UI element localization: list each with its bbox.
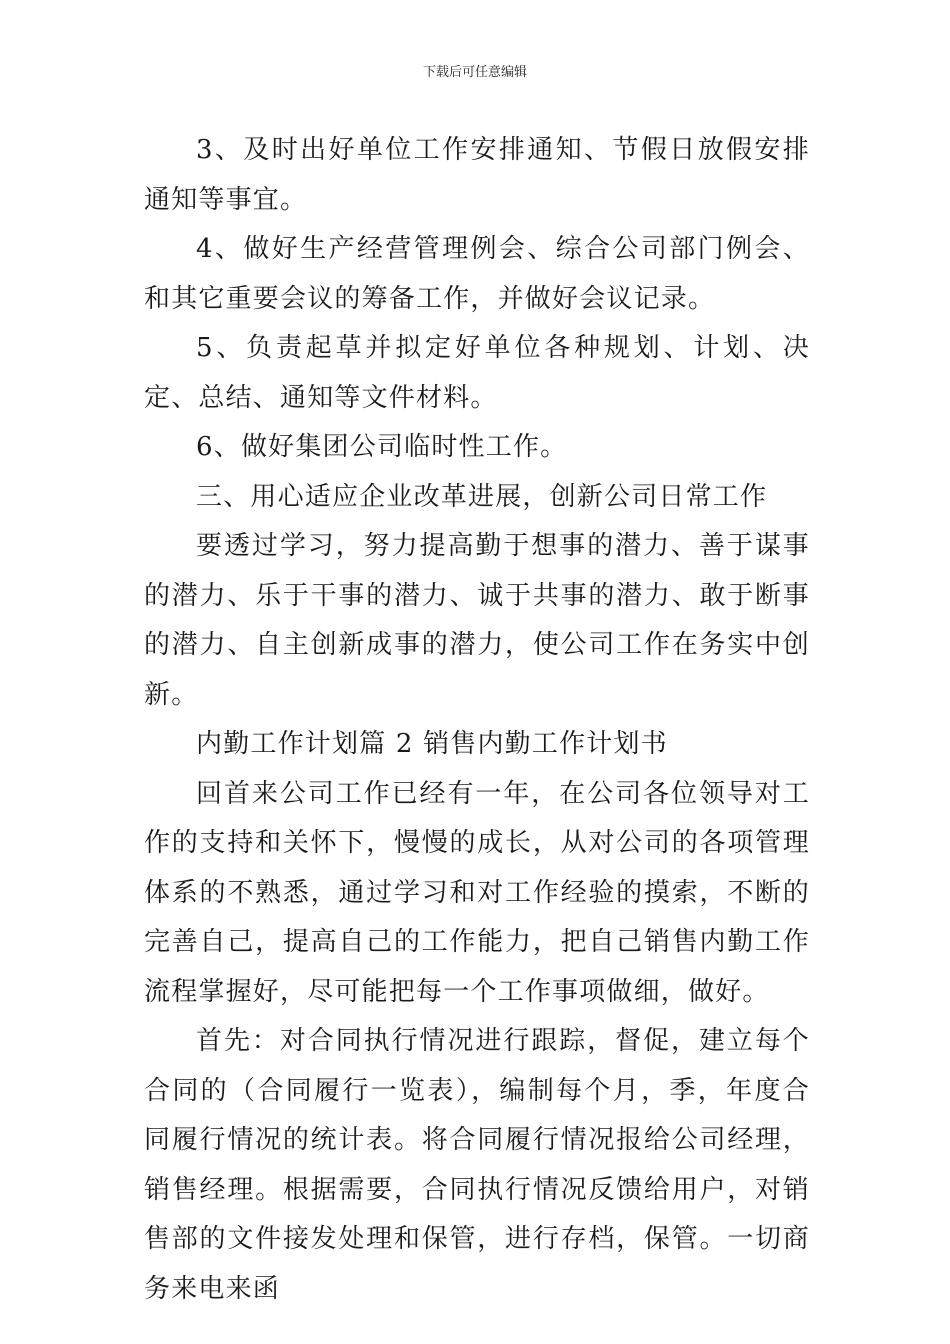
section-heading-three: 三、用心适应企业改革进展，创新公司日常工作 [196, 481, 768, 512]
article-title: 内勤工作计划篇 2 销售内勤工作计划书 [196, 729, 668, 759]
document-body [144, 126, 810, 1314]
paragraph-item-6: 6、做好集团公司临时性工作。 [196, 432, 568, 462]
paragraph-first: 首先：对合同执行情况进行跟踪，督促，建立每个合同的（合同履行一览表），编制每个月，季，年度合同履行情况的统计表。将合同履行情况报给公司经理，销售经理。根据需要，合同执行情况反馈给用户，对销售部的文件接发处理和保管，进行存档，保管。一切商务来电来函 [144, 1026, 810, 1304]
paragraph-item-4: 4、做好生产经营管理例会、综合公司部门例会、和其它重要会议的筹备工作，并做好会议记录。 [144, 234, 810, 314]
paragraph-item-5: 5、负责起草并拟定好单位各种规划、计划、决定、总结、通知等文件材料。 [144, 333, 810, 413]
paragraph-review: 回首来公司工作已经有一年，在公司各位领导对工作的支持和关怀下，慢慢的成长，从对公司的各项管理体系的不熟悉，通过学习和对工作经验的摸索，不断的完善自己，提高自己的工作能力，把自己销售内勤工作流程掌握好，尽可能把每一个工作事项做细，做好。 [144, 778, 810, 1007]
paragraph-learning: 要透过学习，努力提高勤于想事的潜力、善于谋事的潜力、乐于干事的潜力、诚于共事的潜力、敢于断事的潜力、自主创新成事的潜力，使公司工作在务实中创新。 [144, 531, 810, 710]
paragraph-item-3: 3、及时出好单位工作安排通知、节假日放假安排通知等事宜。 [144, 135, 810, 215]
page-header: 下载后可任意编辑 [422, 65, 527, 80]
